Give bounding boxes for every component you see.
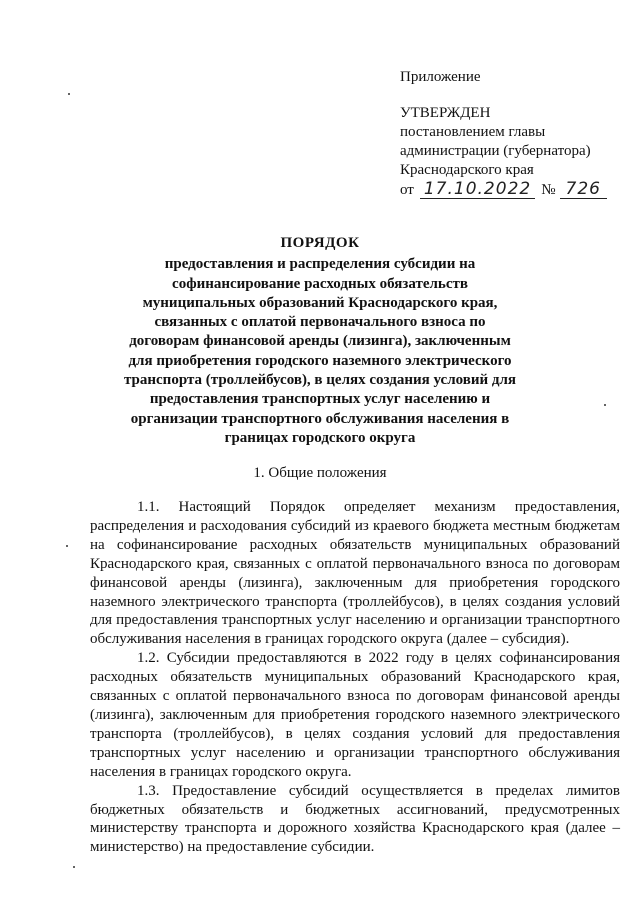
- approval-line-2: администрации (губернатора): [400, 143, 591, 159]
- title-line: договорам финансовой аренды (лизинга), заключенным: [129, 333, 511, 350]
- title-line: для приобретения городского наземного электрического: [128, 352, 512, 369]
- approved-label: УТВЕРЖДЕН: [400, 105, 491, 121]
- approval-line-3: Краснодарского края: [400, 162, 534, 178]
- approval-stamp: [400, 68, 607, 200]
- title-line: предоставления транспортных услуг населению и: [149, 391, 491, 408]
- number-sign: №: [541, 182, 556, 198]
- approval-line-1: постановлением главы: [400, 124, 546, 140]
- title-line: софинансирование расходных обязательств: [172, 275, 468, 292]
- approval-date-line: [400, 180, 607, 200]
- section-heading: 1. Общие положения: [253, 465, 387, 481]
- title-line: предоставления и распределения субсидии на: [164, 256, 476, 273]
- paragraph-1-3: 1.3. Предоставление субсидий осуществляется в пределах лимитов бюджетных обязательств и бюджетных ассигнований, предусмотренных министерству транспорта и дорожного хозяйства Краснодарского края (далее – министерство) на предоставление субсидии.: [90, 782, 620, 856]
- paragraph-1-1: 1.1. Настоящий Порядок определяет механизм предоставления, распределения и расходования субсидий из краевого бюджета местным бюджетам на софинансирование расходных обязательств муниципальных образований Краснодарского края, связанных с оплатой первоначального взноса по договорам финансовой аренды (лизинга), заключенным для приобретения городского наземного электрического транспорта (троллейбусов), в целях создания условий для предоставления транспортных услуг населению и организации транспортного обслуживания населения в границах городского округа (далее – субсидия).: [90, 499, 620, 648]
- title-line: связанных с оплатой первоначального взноса по: [154, 314, 486, 331]
- title-line: муниципальных образований Краснодарского края,: [142, 294, 498, 311]
- scan-speck: [73, 866, 75, 868]
- scan-speck: [66, 545, 68, 547]
- date-prefix: от: [400, 182, 414, 198]
- title-line: транспорта (троллейбусов), в целях создания условий для: [123, 372, 517, 389]
- scan-speck: [68, 93, 70, 95]
- handwritten-date: 17.10.2022: [420, 180, 535, 199]
- document-title: [100, 234, 540, 448]
- scan-speck: [604, 404, 606, 406]
- appendix-label: Приложение: [400, 69, 481, 85]
- paragraph-1-2: 1.2. Субсидии предоставляются в 2022 году в целях софинансирования расходных обязательств муниципальных образований Краснодарского края, связанных с оплатой первоначального взноса по договорам финансовой аренды (лизинга), заключенным для приобретения городского наземного электрического транспорта (троллейбусов), в целях создания условий для предоставления транспортных услуг населению и организации транспортного обслуживания населения в границах городского округа.: [90, 650, 620, 780]
- title-line: организации транспортного обслуживания населения в: [130, 410, 510, 427]
- title-line: границах городского округа: [224, 429, 416, 446]
- title-main: ПОРЯДОК: [280, 235, 360, 251]
- handwritten-number: 726: [560, 180, 607, 199]
- body-text: [90, 498, 620, 857]
